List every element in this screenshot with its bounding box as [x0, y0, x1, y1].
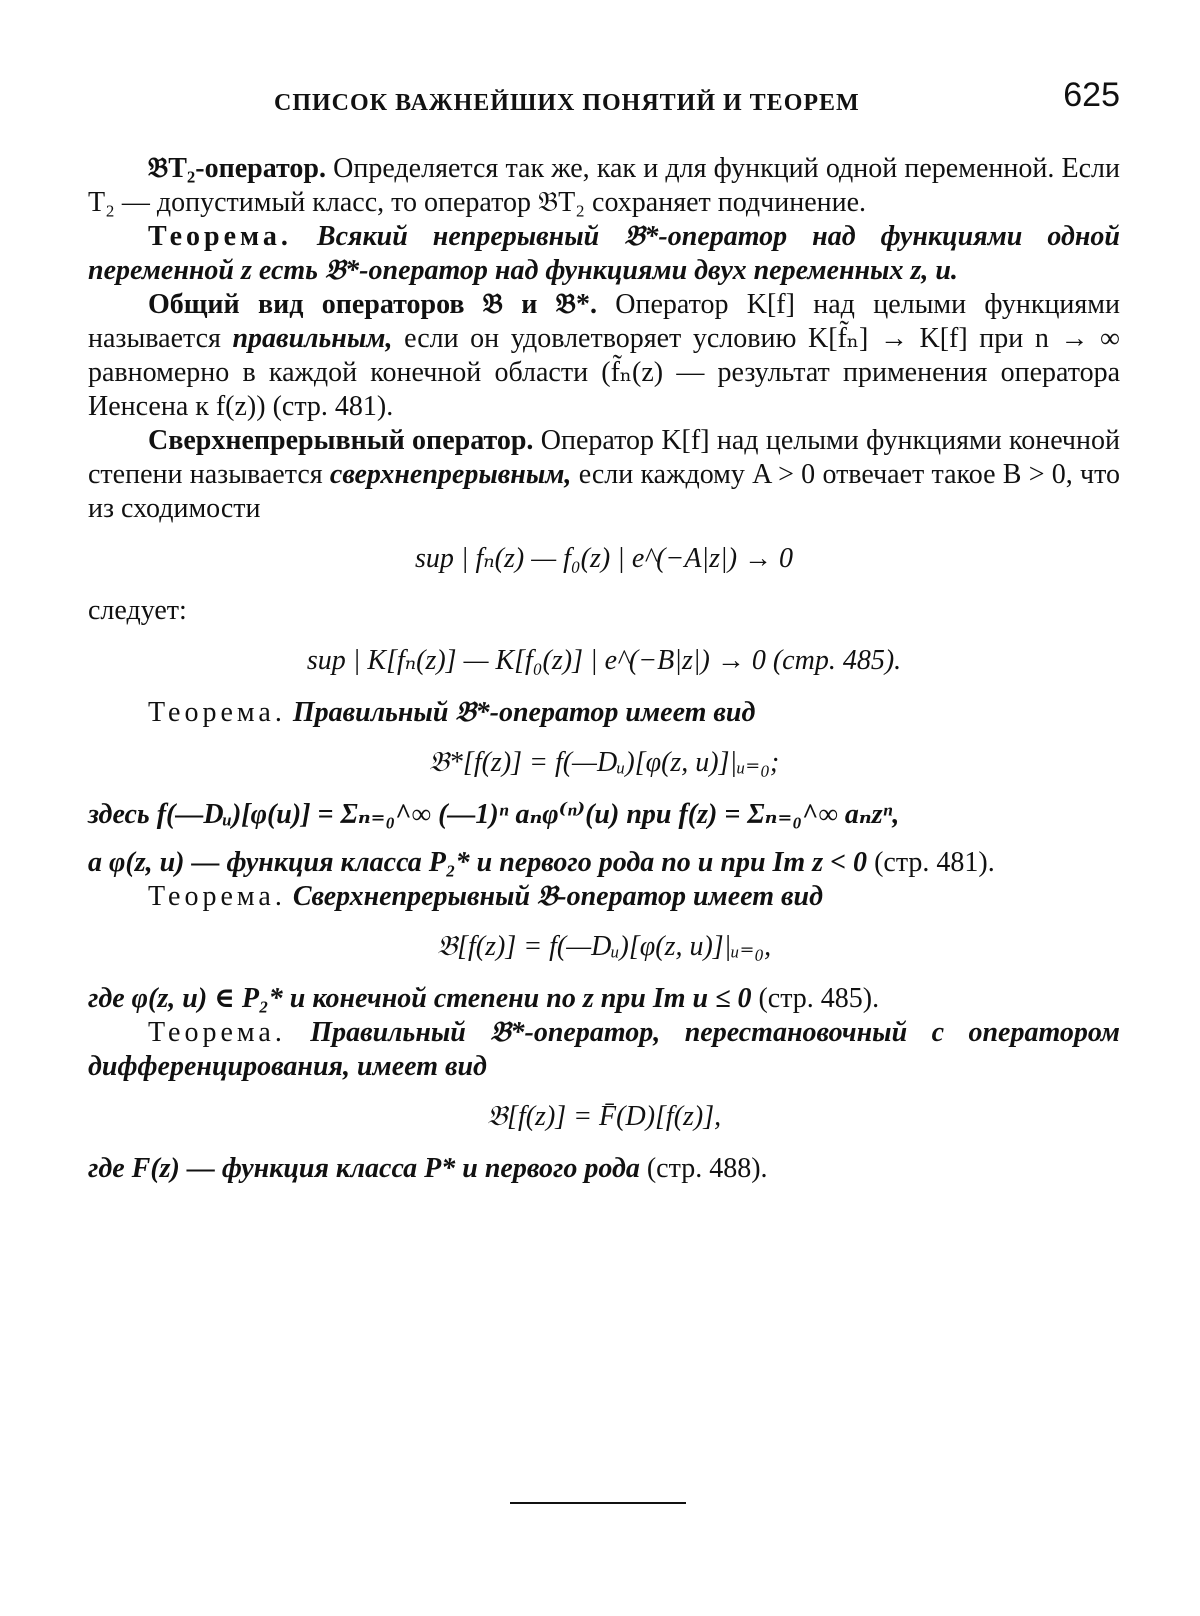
term-b-t2-operator: 𝔅T₂-оператор. — [148, 153, 326, 184]
theorem-2-label: Теорема. — [148, 697, 286, 728]
theorem-2-ref: (стр. 481). — [874, 847, 995, 878]
theorem-3-label: Теорема. — [148, 881, 286, 912]
em-supercontinuous: сверхнепрерывным, — [329, 459, 572, 490]
text-follows: следует: — [88, 595, 187, 626]
page-number: 625 — [1063, 76, 1120, 114]
text-supercontinuous-b: если каждому A > 0 отвечает такое B > 0, что из сходимости — [88, 459, 1121, 524]
section-general-form — [88, 288, 1120, 424]
formula-theorem-4: 𝔅[f(z)] = F̄(D)[f(z)], — [486, 1101, 722, 1132]
running-head — [88, 78, 1120, 128]
closing-rule — [510, 1502, 686, 1504]
formula-theorem-2: 𝔅*[f(z)] = f(—Dᵤ)[φ(z, u)]|ᵤ₌₀; — [428, 747, 780, 778]
theorem-3-where-text: где φ(z, u) ∈ P₂* и конечной степени по z при Im u ≤ 0 — [88, 983, 752, 1014]
theorem-3 — [88, 880, 1120, 914]
section-supercontinuous — [88, 424, 1120, 526]
term-general-form: Общий вид операторов 𝔅 и 𝔅*. — [148, 289, 597, 320]
theorem-2-class-text: а φ(z, u) — функция класса P₂* и первого рода по u при Im z < 0 — [88, 847, 868, 878]
page-body — [88, 78, 1120, 1186]
theorem-4-text: Правильный 𝔅*-оператор, перестановочный с оператором дифференцирования, имеет вид — [88, 1017, 1120, 1082]
theorem-2-text: Правильный 𝔅*-оператор имеет вид — [292, 697, 756, 728]
theorem-1 — [88, 220, 1120, 288]
section-b-t2-operator — [88, 152, 1120, 220]
theorem-4 — [88, 1016, 1120, 1084]
term-supercontinuous: Сверхнепрерывный оператор. — [148, 425, 534, 456]
theorem-4-label: Теорема. — [148, 1017, 286, 1048]
text-b-t2-operator: Определяется так же, как и для функций одной переменной. Если T₂ — допустимый класс, то оператор 𝔅T₂ сохраняет подчинение. — [88, 153, 1121, 218]
running-title: СПИСОК ВАЖНЕЙШИХ ПОНЯТИЙ И ТЕОРЕМ — [274, 90, 860, 116]
theorem-1-label: Теорема. — [148, 221, 292, 252]
theorem-1-text: Всякий непрерывный 𝔅*-оператор над функциями одной переменной z есть 𝔅*-оператор над функциями двух переменных z, u. — [88, 221, 1121, 286]
theorem-3-where — [88, 982, 1120, 1016]
theorem-2 — [88, 696, 1120, 730]
formula-convergence-1: sup | fₙ(z) — f₀(z) | e^(−A|z|) → 0 — [414, 543, 794, 574]
text-general-form-a: Оператор K[f] над целыми функциями называется — [88, 289, 1120, 354]
text-supercontinuous-a: Оператор K[f] над целыми функциями конечной степени называется — [88, 425, 1120, 490]
em-correct: правильным, — [232, 323, 393, 354]
formula-theorem-3: 𝔅[f(z)] = f(—Dᵤ)[φ(z, u)]|ᵤ₌₀, — [436, 931, 772, 962]
theorem-4-where — [88, 1152, 1120, 1186]
theorem-4-where-text: где F(z) — функция класса P* и первого рода — [88, 1153, 640, 1184]
theorem-2-here: здесь f(—Dᵤ)[φ(u)] = Σₙ₌₀^∞ (—1)ⁿ aₙφ⁽ⁿ⁾(u) при f(z) = Σₙ₌₀^∞ aₙzⁿ, — [88, 799, 900, 830]
text-general-form-b: если он удовлетворяет условию K[f̃ₙ] → K[f] при n → ∞ равномерно в каждой конечной области (f̃ₙ(z) — результат применения оператора Иенсена к f(z)) (стр. 481). — [88, 323, 1120, 422]
formula-convergence-2: sup | K[fₙ(z)] — K[f₀(z)] | e^(−B|z|) → 0 (стр. 485). — [306, 645, 902, 676]
theorem-3-text: Сверхнепрерывный 𝔅-оператор имеет вид — [292, 881, 823, 912]
theorem-2-continued — [88, 846, 1120, 880]
theorem-4-ref: (стр. 488). — [646, 1153, 768, 1184]
theorem-3-ref: (стр. 485). — [758, 983, 880, 1014]
